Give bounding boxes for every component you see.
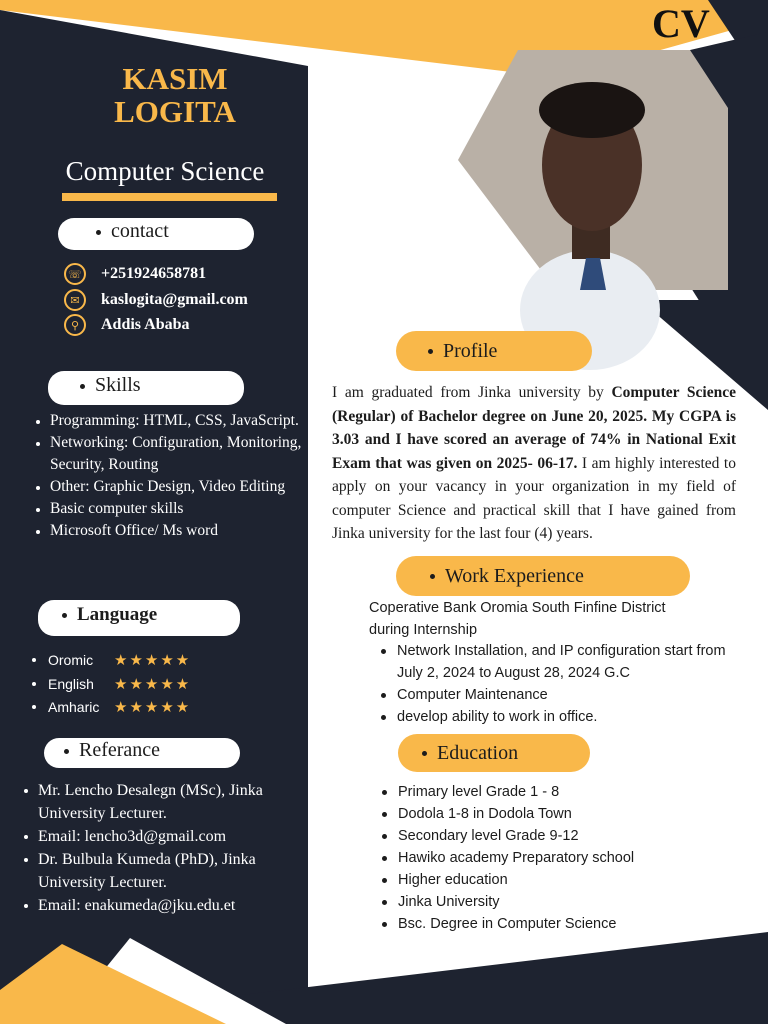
work-heading: Work Experience	[445, 564, 584, 587]
list-item: Hawiko academy Preparatory school	[380, 847, 730, 869]
location-pin-icon: ⚲	[64, 314, 86, 336]
rating-stars: ★★★★★	[114, 651, 192, 669]
list-item: Networking: Configuration, Monitoring, Security, Routing	[34, 432, 304, 476]
list-item: Email: lencho3d@gmail.com	[22, 825, 302, 848]
education-list	[380, 781, 730, 935]
profile-text-highlight: Computer Science (Regular) of Bachelor degree on June 20, 2025. My CGPA is 3.03 and I have scored an average of 74% in National Exit Exam that was given on 2025- 06-17.	[332, 384, 736, 472]
mail-icon: ✉	[64, 289, 86, 311]
phone-icon: ☏	[64, 263, 86, 285]
profile-text-part: I am graduated from Jinka university by	[332, 384, 612, 401]
bullet	[80, 384, 85, 389]
rating-stars: ★★★★★	[114, 675, 192, 693]
work-period: during Internship	[369, 622, 478, 638]
work-org	[369, 597, 729, 641]
language-name: English	[48, 676, 94, 692]
language-name: Oromic	[48, 652, 94, 668]
list-item: Bsc. Degree in Computer Science	[380, 913, 730, 935]
bullet	[430, 574, 435, 579]
language-heading-pill	[38, 600, 240, 636]
language-heading: Language	[77, 604, 158, 625]
bullet	[428, 349, 433, 354]
bullet	[96, 230, 101, 235]
list-item: Secondary level Grade 9-12	[380, 825, 730, 847]
list-item: Higher education	[380, 869, 730, 891]
title-underline	[62, 193, 277, 201]
profile-heading-pill	[396, 331, 592, 371]
list-item: Dodola 1-8 in Dodola Town	[380, 803, 730, 825]
language-row	[32, 695, 191, 719]
reference-list	[22, 779, 302, 917]
list-item: develop ability to work in office.	[379, 706, 729, 728]
location: Addis Ababa	[101, 316, 190, 333]
list-item: Jinka University	[380, 891, 730, 913]
contact-location	[64, 313, 190, 337]
list-item: Mr. Lencho Desalegn (MSc), Jinka University Lecturer.	[22, 779, 302, 825]
list-item: Basic computer skills	[34, 498, 304, 520]
last-name: LOGITA	[114, 94, 236, 129]
work-organization: Coperative Bank Oromia South Finfine District	[369, 600, 666, 616]
skills-heading-pill	[48, 371, 244, 405]
bullet	[62, 613, 67, 618]
person-name	[40, 62, 310, 128]
profile-text	[332, 381, 736, 546]
bullet	[64, 749, 69, 754]
education-heading-pill	[398, 734, 590, 772]
bullet	[32, 682, 36, 686]
skills-list	[34, 410, 304, 542]
reference-heading-pill	[44, 738, 240, 768]
list-item: Programming: HTML, CSS, JavaScript.	[34, 410, 304, 432]
work-list	[379, 640, 729, 728]
bullet	[32, 658, 36, 662]
profile-heading: Profile	[443, 339, 498, 362]
contact-phone	[64, 262, 206, 286]
email-address[interactable]: kaslogita@gmail.com	[101, 291, 248, 308]
person-title: Computer Science	[65, 156, 265, 186]
list-item: Network Installation, and IP configuration start from July 2, 2024 to August 28, 2024 G.C	[379, 640, 729, 684]
list-item: Microsoft Office/ Ms word	[34, 520, 304, 542]
contact-heading-pill	[58, 218, 254, 250]
language-name: Amharic	[48, 699, 100, 715]
language-row	[32, 672, 191, 696]
profile-text-part: I am highly interested to apply on your vacancy in your organization in my field of computer Science and practical skill that I have gained from Jinka university for the last four (4) years.	[332, 454, 736, 542]
education-heading: Education	[437, 741, 519, 764]
list-item: Other: Graphic Design, Video Editing	[34, 476, 304, 498]
list-item: Primary level Grade 1 - 8	[380, 781, 730, 803]
work-heading-pill	[396, 556, 690, 596]
cv-label: CV	[652, 1, 710, 46]
contact-heading: contact	[111, 220, 169, 242]
bullet	[422, 751, 427, 756]
skills-heading: Skills	[95, 374, 141, 396]
language-row	[32, 648, 191, 672]
first-name: KASIM	[122, 61, 228, 96]
reference-heading: Referance	[79, 739, 161, 761]
rating-stars: ★★★★★	[114, 698, 192, 716]
contact-email	[64, 288, 248, 312]
list-item: Email: enakumeda@jku.edu.et	[22, 894, 302, 917]
list-item: Dr. Bulbula Kumeda (PhD), Jinka University Lecturer.	[22, 848, 302, 894]
bullet	[32, 705, 36, 709]
phone-number[interactable]: +251924658781	[101, 265, 207, 282]
list-item: Computer Maintenance	[379, 684, 729, 706]
